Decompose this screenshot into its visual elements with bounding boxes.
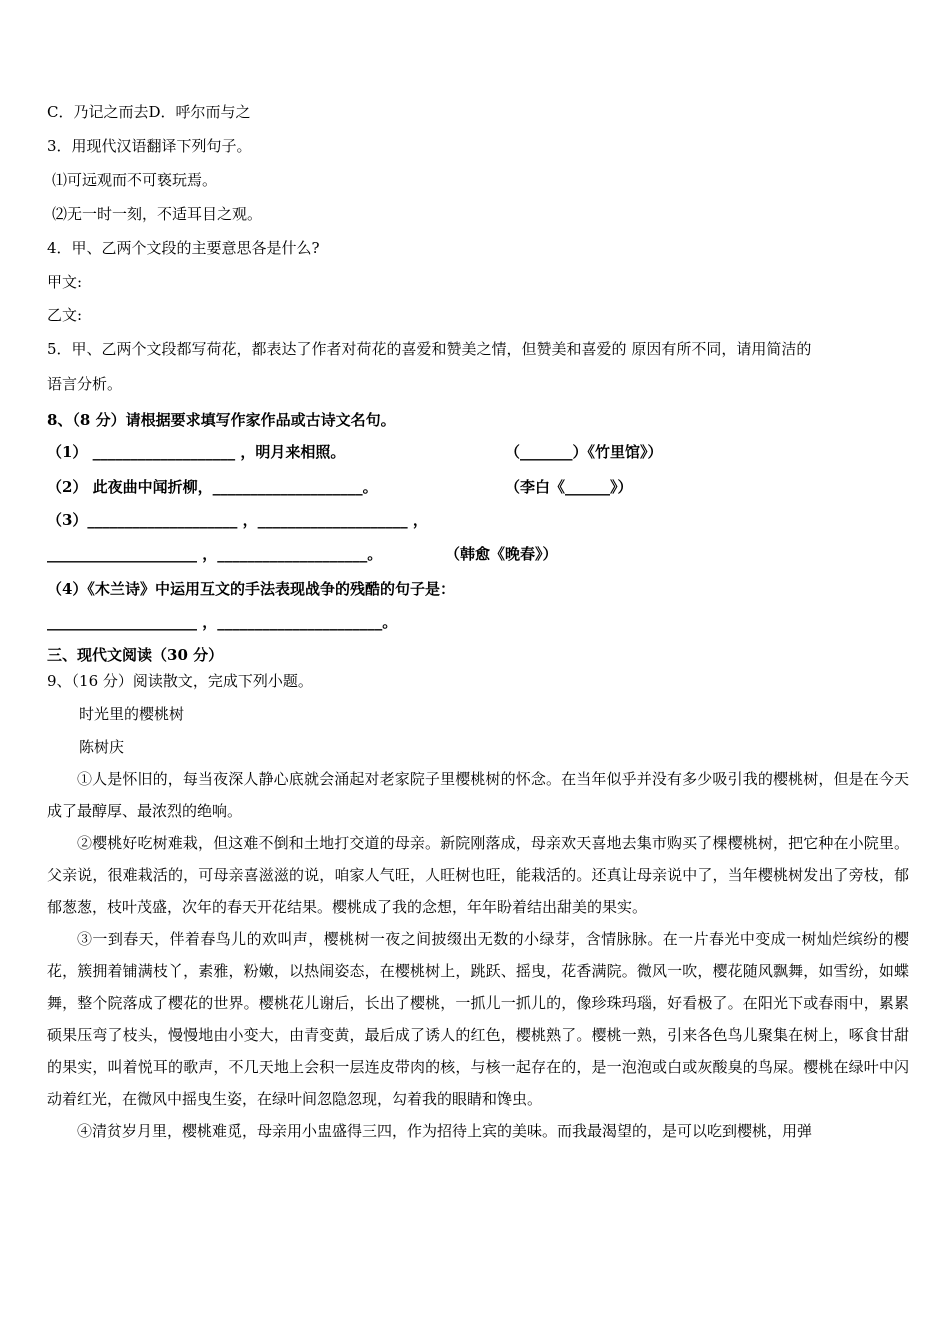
question-8-line-2-source: （李白《______》） <box>505 478 633 496</box>
question-3-item-2: ⑵无一时一刻，不适耳目之观。 <box>52 205 263 223</box>
question-4-answer-b: 乙文: <box>47 306 83 324</box>
question-4: 4．甲、乙两个文段的主要意思各是什么? <box>47 239 320 257</box>
question-8-line-4: ____________________ ，____________________。 <box>47 545 383 563</box>
question-9: 9、（16 分）阅读散文，完成下列小题。 <box>47 672 313 690</box>
question-8-line-4-source: （韩愈《晚春》） <box>445 545 558 563</box>
essay-body <box>47 763 909 1147</box>
question-3-item-1: ⑴可远观而不可亵玩焉。 <box>52 171 218 189</box>
essay-paragraph-2: ②樱桃好吃树难栽，但这难不倒和土地打交道的母亲。新院刚落成，母亲欢天喜地去集市购买了棵樱桃树，把它种在小院里。父亲说，很难栽活的，可母亲喜滋滋的说，咱家人气旺，人旺树也旺，能栽活的。还真让母亲说中了，当年樱桃树发出了旁枝，郁郁葱葱，枝叶茂盛，次年的春天开花结果。樱桃成了我的念想，年年盼着结出甜美的果实。 <box>47 834 909 916</box>
section-3-heading: 三、现代文阅读（30 分） <box>47 646 224 664</box>
question-4-answer-a: 甲文: <box>47 273 83 291</box>
essay-title: 时光里的樱桃树 <box>79 705 185 723</box>
question-5-line-1: 5．甲、乙两个文段都写荷花，都表达了作者对荷花的喜爱和赞美之情，但赞美和喜爱的 原因有所不同，请用简洁的 <box>47 340 812 358</box>
essay-paragraph-3: ③一到春天，伴着春鸟儿的欢叫声，樱桃树一夜之间披缀出无数的小绿芽，含情脉脉。在一片春光中变成一树灿烂缤纷的樱花，簇拥着铺满枝丫，素雅，粉嫩，以热闹姿态，在樱桃树上，跳跃、摇曳，花香满院。微风一吹，樱花随风飘舞，如雪纷，如蝶舞，整个院落成了樱花的世界。樱桃花儿谢后，长出了樱桃，一抓儿一抓儿的，像珍珠玛瑙，好看极了。在阳光下或春雨中，累累硕果压弯了枝头，慢慢地由小变大，由青变黄，最后成了诱人的红色，樱桃熟了。樱桃一熟，引来各色鸟儿聚集在树上，啄食甘甜的果实，叫着悦耳的歌声，不几天地上会积一层连皮带肉的核，与核一起存在的，是一泡泡或白或灰酸臭的鸟屎。樱桃在绿叶中闪动着红光，在微风中摇曳生姿，在绿叶间忽隐忽现，勾着我的眼睛和馋虫。 <box>47 930 909 1108</box>
question-8-line-1-source: （_______）《竹里馆》） <box>505 443 663 461</box>
question-3: 3．用现代汉语翻译下列句子。 <box>47 137 252 155</box>
question-8-line-3: （3）____________________ ，____________________ ， <box>47 511 428 529</box>
essay-author: 陈树庆 <box>79 738 125 756</box>
question-8-header: 8、（8 分）请根据要求填写作家作品或古诗文名句。 <box>47 411 396 429</box>
question-8-line-1: （1） ___________________ ，明月来相照。 <box>47 443 346 461</box>
question-8-line-2: （2） 此夜曲中闻折柳，____________________。 <box>47 478 378 496</box>
option-line-c-d: C．乃记之而去D．呼尔而与之 <box>47 103 251 121</box>
essay-paragraph-1: ①人是怀旧的，每当夜深人静心底就会涌起对老家院子里樱桃树的怀念。在当年似乎并没有多少吸引我的樱桃树，但是在今天成了最醇厚、最浓烈的绝响。 <box>47 770 909 820</box>
question-5-line-2: 语言分析。 <box>47 375 123 393</box>
essay-paragraph-4: ④清贫岁月里，樱桃难觅，母亲用小盅盛得三四，作为招待上宾的美味。而我最渴望的，是可以吃到樱桃，用弹 <box>77 1122 813 1140</box>
question-8-line-5: （4）《木兰诗》中运用互文的手法表现战争的残酷的句子是： <box>47 580 455 598</box>
question-8-line-6: ____________________ ，______________________。 <box>47 613 398 631</box>
